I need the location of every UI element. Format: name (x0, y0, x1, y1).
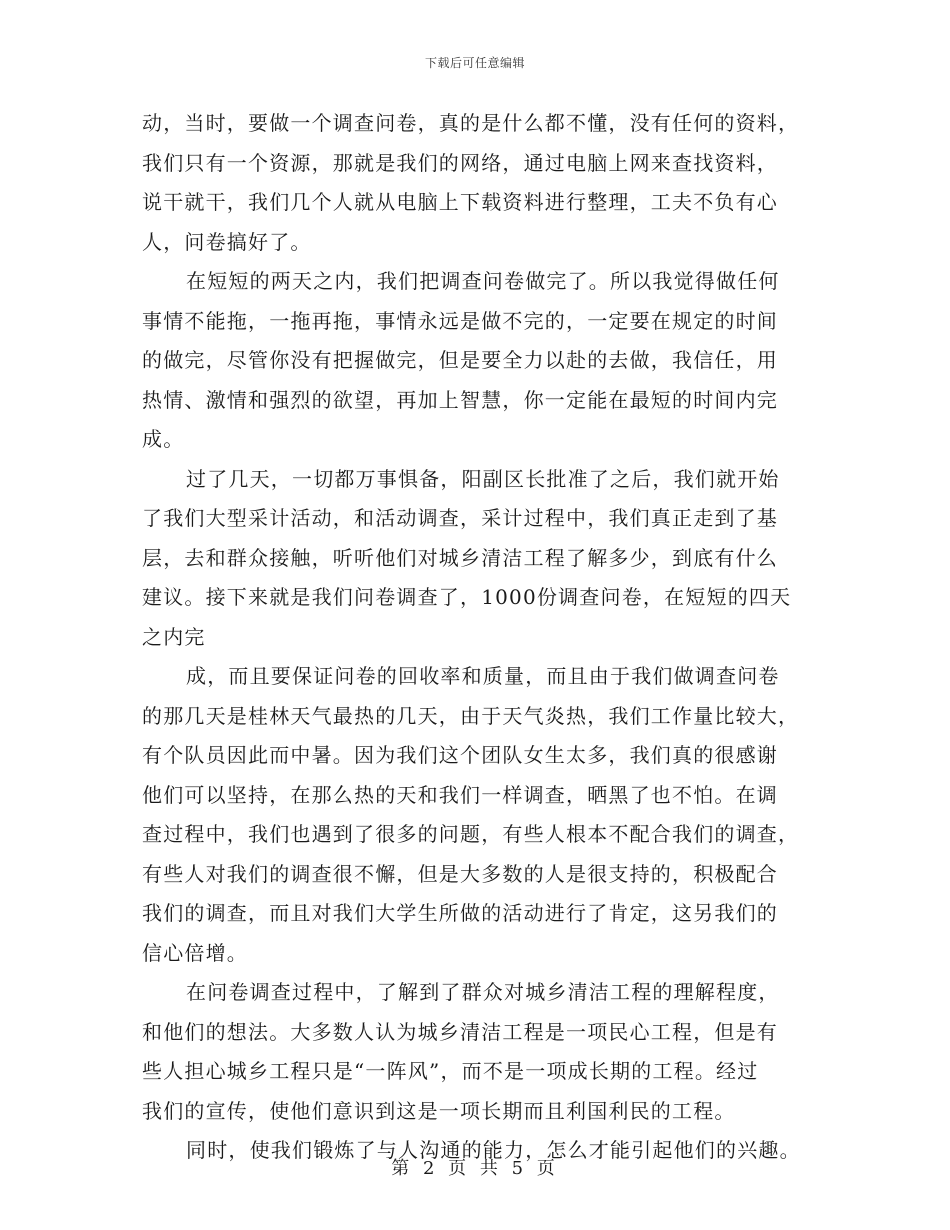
text-line: 成。 (142, 427, 185, 451)
text-line: 成，而且要保证问卷的回收率和质量，而且由于我们做调查问卷 (186, 664, 780, 688)
text-line: 了我们大型采计活动，和活动调查，采计过程中，我们真正走到了基 (142, 506, 778, 530)
page-footer: 第 2 页 共 5 页 (391, 1158, 559, 1179)
text-line: 在短短的两天之内，我们把调查问卷做完了。所以我觉得做任何 (186, 269, 780, 293)
document-body (142, 104, 814, 1171)
page-header: 下载后可任意编辑 (424, 56, 525, 70)
text-line: 他们可以坚持，在那么热的天和我们一样调查，晒黑了也不怕。在调 (142, 782, 778, 807)
paragraph-5 (142, 973, 814, 1131)
text-line: 有些人对我们的调查很不懈，但是大多数的人是很支持的，积极配合 (142, 861, 778, 886)
text-line: 些人担心城乡工程只是“一阵风”，而不是一项成长期的工程。经过 (142, 1059, 759, 1083)
text-line: 说干就干，我们几个人就从电脑上下载资料进行整理，工夫不负有心 (142, 190, 778, 214)
text-line: 信心倍增。 (142, 940, 248, 965)
text-line: 层，去和群众接触，听听他们对城乡清洁工程了解多少，到底有什么 (142, 545, 778, 570)
paragraph-1 (142, 104, 814, 262)
text-line: 的那几天是桂林天气最热的几天，由于天气炎热，我们工作量比较大， (142, 703, 800, 728)
text-line: 在问卷调查过程中，了解到了群众对城乡清洁工程的理解程度， (186, 980, 780, 1004)
paragraph-3 (142, 460, 814, 658)
text-line: 同时，使我们锻炼了与人沟通的能力，怎么才能引起他们的兴趣。 (186, 1138, 801, 1162)
text-line: 过了几天，一切都万事惧备，阳副区长批准了之后，我们就开始 (186, 466, 780, 491)
text-line: 之内完 (142, 624, 206, 649)
text-line: 建议。接下来就是我们问卷调查了，1000份调查问卷，在短短的四天 (142, 585, 792, 609)
text-line: 热情、激情和强烈的欲望，再加上智慧，你一定能在最短的时间内完 (142, 387, 778, 412)
paragraph-4 (142, 657, 814, 973)
text-line: 我们的宣传，使他们意识到这是一项长期而且利国利民的工程。 (142, 1098, 736, 1123)
text-line: 事情不能拖，一拖再拖，事情永远是做不完的，一定要在规定的时间 (142, 308, 778, 333)
text-line: 有个队员因此而中暑。因为我们这个团队女生太多，我们真的很感谢 (142, 743, 778, 767)
text-line: 动，当时，要做一个调查问卷，真的是什么都不懂，没有任何的资料， (142, 111, 800, 135)
paragraph-2 (142, 262, 814, 460)
text-line: 人，问卷搞好了。 (142, 229, 312, 254)
text-line: 查过程中，我们也遇到了很多的问题，有些人根本不配合我们的调查， (142, 822, 800, 846)
text-line: 的做完，尽管你没有把握做完，但是要全力以赴的去做，我信任，用 (142, 348, 778, 372)
text-line: 我们只有一个资源，那就是我们的网络，通过电脑上网来查找资料， (142, 150, 778, 175)
text-line: 我们的调查，而且对我们大学生所做的活动进行了肯定，这另我们的 (142, 901, 778, 925)
text-line: 和他们的想法。大多数人认为城乡清洁工程是一项民心工程，但是有 (142, 1019, 778, 1044)
